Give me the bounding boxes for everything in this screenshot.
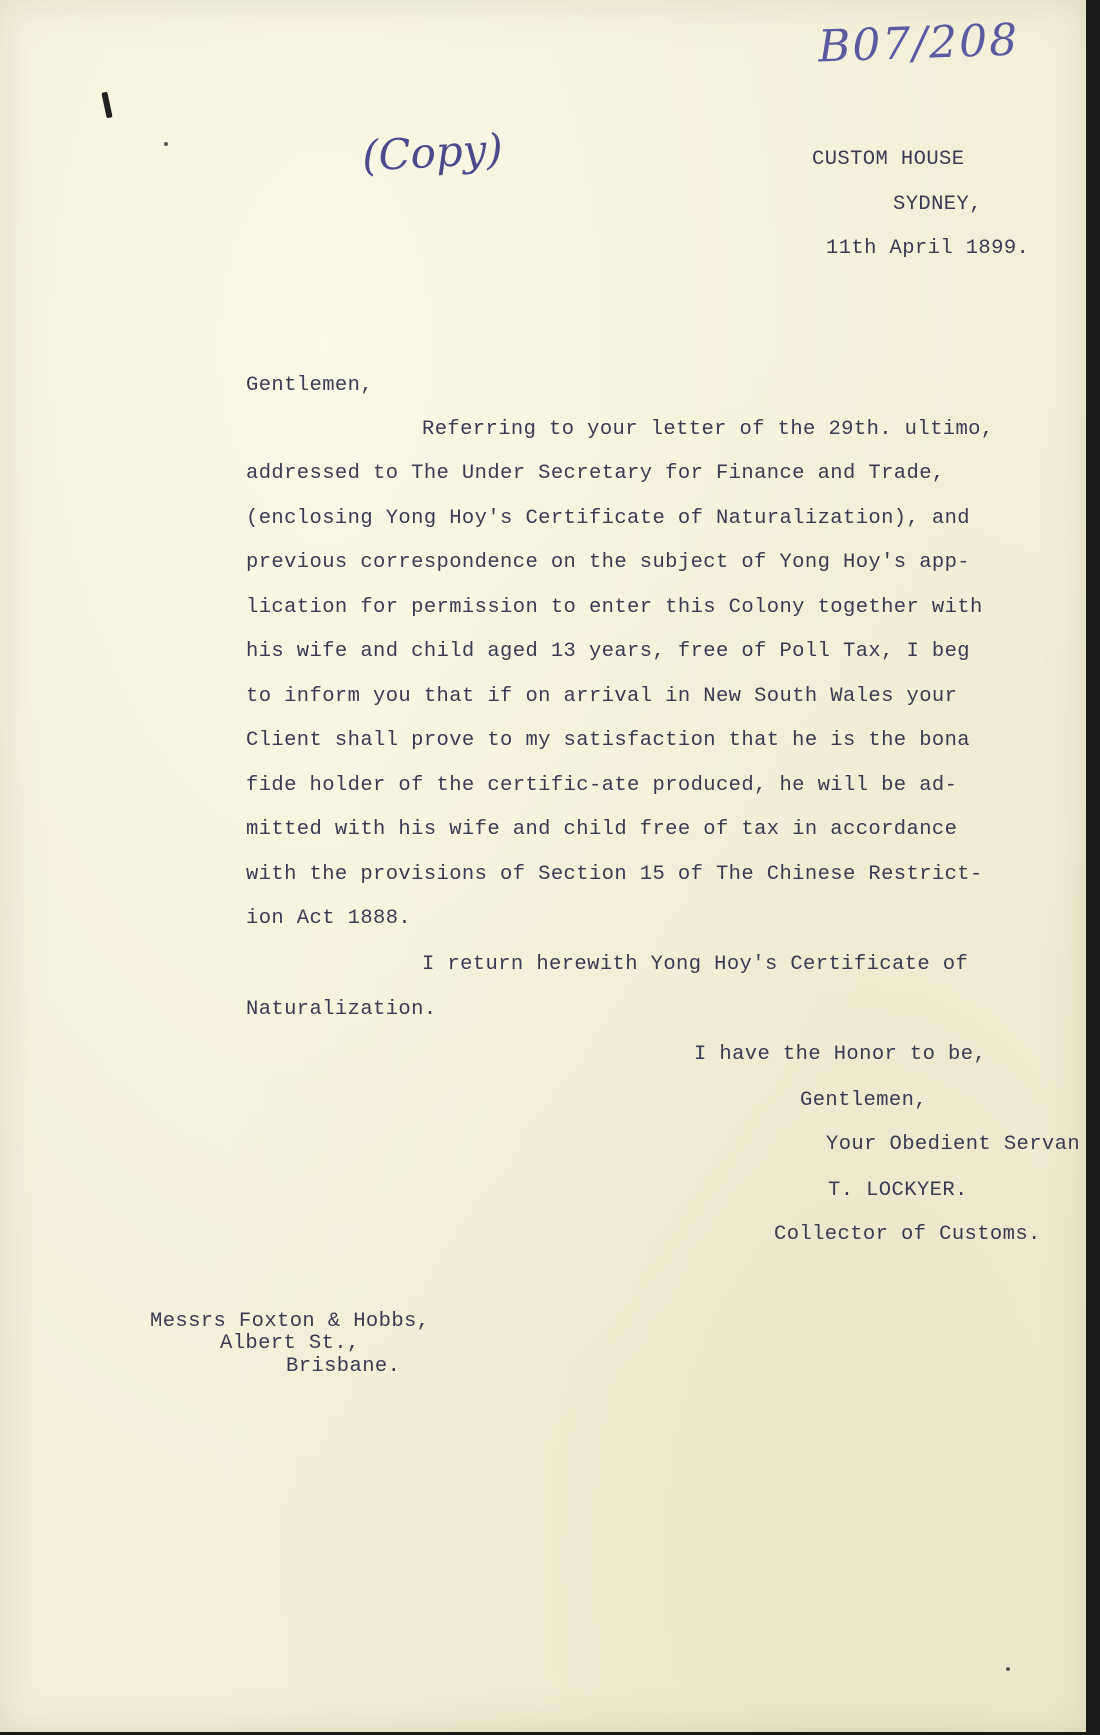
addressee-line: Albert St., — [220, 1332, 360, 1355]
body-line: I return herewith Yong Hoy's Certificate of — [422, 953, 969, 976]
addressee-line: Brisbane. — [286, 1355, 401, 1378]
body-line: (enclosing Yong Hoy's Certificate of Naturalization), and — [246, 507, 971, 530]
body-line: addressed to The Under Secretary for Finance and Trade, — [246, 462, 945, 485]
reference-number: B07/208 — [817, 14, 1020, 73]
body-line: Referring to your letter of the 29th. ultimo, — [422, 418, 994, 441]
body-line: with the provisions of Section 15 of The Chinese Restrict- — [246, 863, 983, 886]
header-city: SYDNEY, — [893, 193, 982, 216]
ink-speck — [164, 142, 168, 146]
body-line: lication for permission to enter this Colony together with — [246, 596, 983, 619]
body-line: Client shall prove to my satisfaction that he is the bona — [246, 729, 971, 752]
body-line: mitted with his wife and child free of tax in accordance — [246, 818, 958, 841]
body-line: Naturalization. — [246, 998, 437, 1021]
ink-speck — [1006, 1667, 1010, 1671]
closing-line: I have the Honor to be, — [694, 1043, 987, 1066]
body-line: previous correspondence on the subject of Yong Hoy's app- — [246, 551, 971, 574]
addressee-line: Messrs Foxton & Hobbs, — [150, 1310, 430, 1333]
body-line: his wife and child aged 13 years, free of Poll Tax, I beg — [246, 640, 971, 663]
body-line: to inform you that if on arrival in New South Wales your — [246, 685, 958, 708]
copy-annotation: (Copy) — [360, 124, 504, 181]
ink-mark — [101, 92, 112, 119]
signature: T. LOCKYER. — [828, 1179, 968, 1202]
header-date: 11th April 1899. — [826, 237, 1030, 260]
body-line: ion Act 1888. — [246, 907, 412, 930]
body-line: fide holder of the certific-ate produced, he will be ad- — [246, 774, 958, 797]
header-office: CUSTOM HOUSE — [812, 148, 965, 171]
closing-line: Gentlemen, — [800, 1089, 928, 1112]
closing-line: Your Obedient Servan — [826, 1133, 1081, 1156]
salutation: Gentlemen, — [246, 374, 374, 397]
signer-title: Collector of Customs. — [774, 1223, 1041, 1246]
